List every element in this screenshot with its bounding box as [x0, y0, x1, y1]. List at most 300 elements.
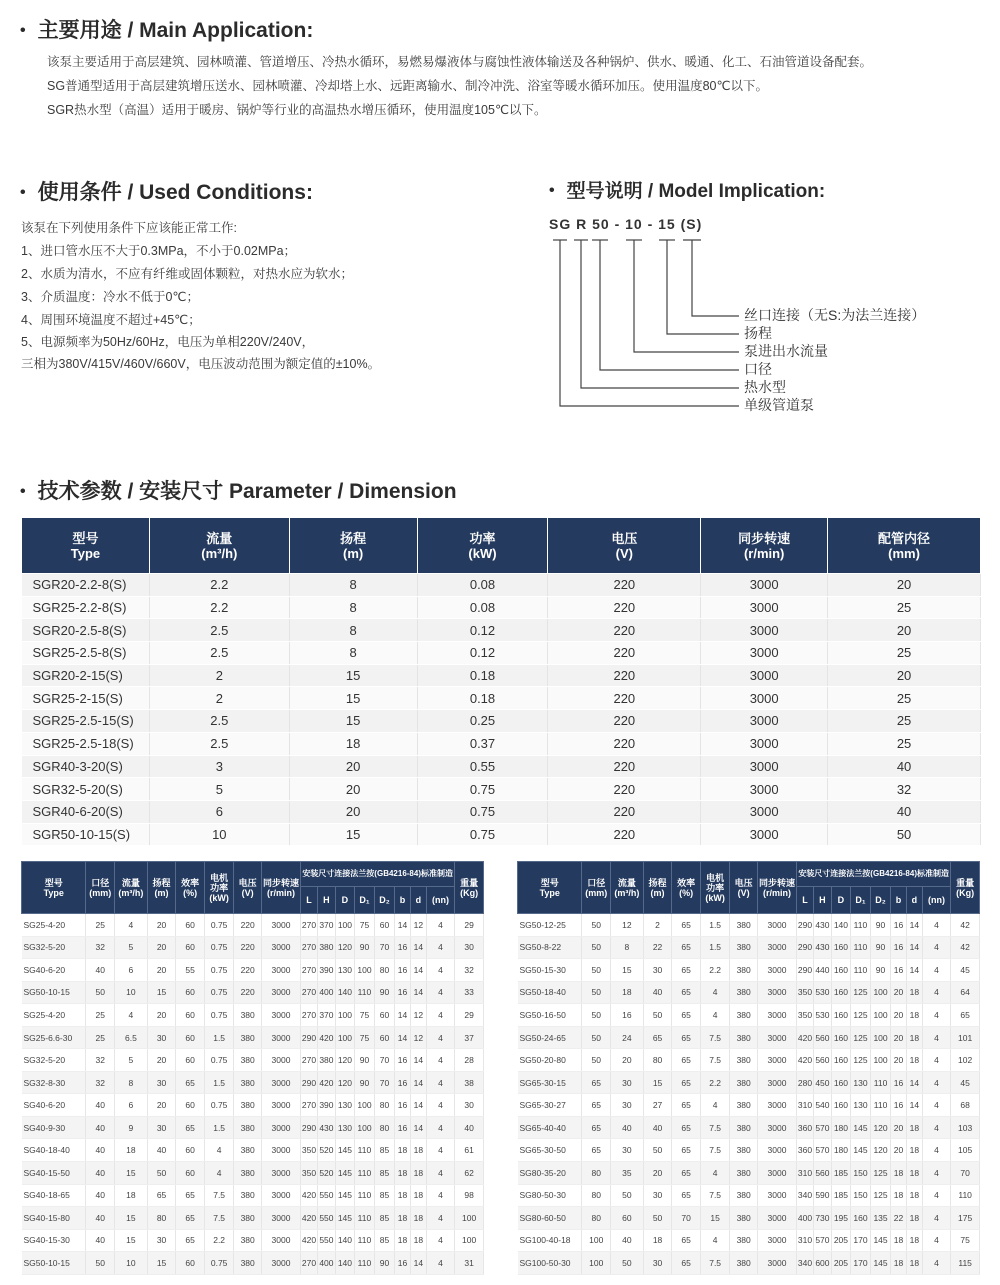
table-cell: 30	[643, 1184, 672, 1207]
table-cell: 65	[147, 1184, 176, 1207]
dimension-table-a	[21, 861, 484, 1275]
table-cell: 4	[700, 1004, 730, 1027]
table-cell: 220	[234, 914, 261, 937]
table-cell: 65	[672, 1116, 701, 1139]
table-cell: 80	[582, 1207, 611, 1230]
table-cell: 15	[289, 664, 417, 687]
table-cell: 35	[611, 1162, 644, 1185]
table-cell: 520	[317, 1162, 335, 1185]
col-head: 扬程 (m)	[147, 862, 176, 914]
table-cell: SG32-5-20	[22, 936, 86, 959]
table-cell: 18	[906, 1229, 922, 1252]
table-cell: 440	[813, 959, 831, 982]
table-cell: 4	[922, 1071, 951, 1094]
table-cell: 4	[426, 914, 455, 937]
table-cell: 4	[700, 981, 730, 1004]
table-cell: 32	[455, 959, 484, 982]
table-cell: 18	[891, 1184, 907, 1207]
table-cell: 40	[86, 1116, 115, 1139]
table-cell: SG25-4-20	[22, 914, 86, 937]
table-row	[518, 1116, 980, 1139]
table-cell: 140	[335, 981, 354, 1004]
table-row	[518, 1026, 980, 1049]
table-cell: 60	[176, 1162, 205, 1185]
table-cell: 3000	[757, 1229, 796, 1252]
table-cell: 110	[354, 1139, 374, 1162]
table-cell: 4	[922, 1116, 951, 1139]
table-cell: 50	[643, 1207, 672, 1230]
table-cell: 55	[176, 959, 205, 982]
table-cell: 80	[582, 1162, 611, 1185]
table-cell: 16	[891, 936, 907, 959]
table-cell: 1.5	[204, 1026, 234, 1049]
table-cell: 50	[643, 1139, 672, 1162]
table-cell: 380	[730, 1094, 757, 1117]
table-cell: 380	[730, 936, 757, 959]
table-cell: 0.75	[204, 1094, 234, 1117]
table-cell: 420	[317, 1071, 335, 1094]
table-cell: 3000	[261, 1071, 300, 1094]
heading-text: 型号说明 / Model Implication:	[566, 181, 826, 202]
table-cell: SG100-50-30	[518, 1252, 582, 1275]
table-cell: 380	[317, 1049, 335, 1072]
table-cell: 15	[289, 710, 417, 733]
table-cell: 450	[813, 1071, 831, 1094]
table-cell: 60	[176, 1026, 205, 1049]
table-cell: 18	[410, 1229, 426, 1252]
table-cell: 40	[643, 1116, 672, 1139]
table-cell: 50	[643, 1004, 672, 1027]
table-cell: 180	[831, 1116, 850, 1139]
model-label-flow: 泵进出水流量	[744, 343, 828, 359]
table-cell: 120	[335, 936, 354, 959]
table-cell: 2.2	[700, 959, 730, 982]
dimension-table-b	[517, 861, 980, 1275]
table-cell: 8	[289, 596, 417, 619]
table-cell: 220	[548, 596, 701, 619]
table-cell: 220	[548, 687, 701, 710]
table-cell: 390	[317, 959, 335, 982]
table-cell: 40	[86, 1229, 115, 1252]
table-cell: 125	[850, 981, 870, 1004]
table-cell: 85	[375, 1162, 395, 1185]
table-cell: 18	[906, 981, 922, 1004]
table-cell: 3000	[261, 1049, 300, 1072]
table-cell: 100	[335, 1004, 354, 1027]
table-cell: 65	[672, 1162, 701, 1185]
col-eff: 效率 (%)	[672, 862, 701, 914]
table-cell: 4	[922, 959, 951, 982]
table-cell: 110	[354, 1229, 374, 1252]
table-cell: 90	[871, 959, 891, 982]
table-cell: 10	[115, 1252, 148, 1275]
table-cell: 3000	[261, 959, 300, 982]
table-cell: 0.75	[204, 1049, 234, 1072]
table-cell: 4	[922, 914, 951, 937]
table-cell: 570	[813, 1229, 831, 1252]
table-cell: 20	[289, 778, 417, 801]
table-cell: SG80-50-30	[518, 1184, 582, 1207]
table-cell: 18	[891, 1229, 907, 1252]
cond-line-2: 2、水质为清水，不应有纤维或固体颗粒，对热水应为软水；	[21, 267, 353, 281]
table-cell: 4	[426, 1049, 455, 1072]
table-cell: 0.75	[417, 823, 548, 846]
table-cell: 140	[335, 1229, 354, 1252]
table-cell: 6.5	[115, 1026, 148, 1049]
table-cell: 60	[176, 1139, 205, 1162]
table-cell: 1.5	[700, 914, 730, 937]
table-cell: 80	[375, 1116, 395, 1139]
table-row	[518, 1139, 980, 1162]
table-cell: 0.75	[204, 936, 234, 959]
table-cell: 4	[700, 1162, 730, 1185]
table-cell: 10	[115, 981, 148, 1004]
col-flow: 流量 (m³/h)	[149, 518, 289, 574]
table-cell: 270	[301, 1252, 318, 1275]
table-cell: 3000	[701, 687, 828, 710]
table-cell: 125	[850, 1026, 870, 1049]
table-cell: 4	[922, 936, 951, 959]
table-cell: 380	[730, 959, 757, 982]
table-cell: 3000	[261, 914, 300, 937]
table-cell: 3000	[757, 981, 796, 1004]
table-cell: 18	[906, 1026, 922, 1049]
table-cell: 220	[548, 574, 701, 597]
col-dim: b	[395, 887, 411, 914]
table-cell: 560	[813, 1049, 831, 1072]
table-cell: 22	[643, 936, 672, 959]
table-cell: 430	[813, 914, 831, 937]
table-cell: 220	[548, 778, 701, 801]
table-cell: 50	[611, 1184, 644, 1207]
col-dim: d	[410, 887, 426, 914]
table-cell: 3000	[261, 1094, 300, 1117]
table-cell: 16	[891, 914, 907, 937]
table-cell: 370	[317, 914, 335, 937]
table-cell: 18	[410, 1184, 426, 1207]
table-cell: 145	[850, 1139, 870, 1162]
table-cell: 90	[871, 914, 891, 937]
table-cell: SG25-6.6-30	[22, 1026, 86, 1049]
table-cell: 60	[176, 936, 205, 959]
table-cell: 14	[410, 936, 426, 959]
table-row	[22, 1026, 484, 1049]
table-cell: 110	[354, 1184, 374, 1207]
table-cell: 145	[335, 1139, 354, 1162]
table-cell: 3000	[757, 1026, 796, 1049]
table-cell: 25	[828, 596, 981, 619]
table-cell: 40	[86, 1162, 115, 1185]
table-cell: 220	[548, 619, 701, 642]
line-hot	[581, 240, 739, 388]
table-cell: 20	[611, 1049, 644, 1072]
cond-line-0: 该泵在下列使用条件下应该能正常工作:	[21, 221, 237, 235]
table-cell: SG25-4-20	[22, 1004, 86, 1027]
table-cell: 42	[951, 936, 980, 959]
table-cell: 270	[301, 1094, 318, 1117]
table-cell: SG65-30-50	[518, 1139, 582, 1162]
table-cell: 530	[813, 1004, 831, 1027]
heading-used-conditions: • 使用条件 / Used Conditions:	[20, 181, 313, 204]
line-head	[667, 240, 739, 334]
cond-line-6: 三相为380V/415V/460V/660V，电压波动范围为额定值的±10%。	[21, 357, 381, 371]
table-cell: 350	[797, 981, 814, 1004]
table-cell: 125	[871, 1162, 891, 1185]
table-cell: 14	[410, 1094, 426, 1117]
table-cell: 90	[354, 936, 374, 959]
table-cell: 2.5	[149, 642, 289, 665]
table-cell: 4	[922, 1094, 951, 1117]
table-cell: SG40-15-30	[22, 1229, 86, 1252]
col-dim: H	[317, 887, 335, 914]
table-cell: 30	[611, 1071, 644, 1094]
table-cell: 4	[700, 1094, 730, 1117]
table-cell: 390	[317, 1094, 335, 1117]
table-cell: 15	[700, 1207, 730, 1230]
table-cell: SG50-10-15	[22, 981, 86, 1004]
table-cell: 18	[906, 1162, 922, 1185]
table-cell: 90	[375, 1252, 395, 1275]
table-cell: 25	[86, 1004, 115, 1027]
heading-text: 使用条件 / Used Conditions:	[37, 181, 313, 204]
table-cell: 310	[797, 1094, 814, 1117]
table-row	[22, 936, 484, 959]
table-cell: SG100-40-18	[518, 1229, 582, 1252]
table-cell: 3000	[701, 778, 828, 801]
table-cell: 31	[455, 1252, 484, 1275]
table-cell: 75	[951, 1229, 980, 1252]
table-cell: 110	[850, 914, 870, 937]
table-cell: 160	[831, 1094, 850, 1117]
table-cell: 550	[317, 1207, 335, 1230]
table-cell: 3000	[701, 710, 828, 733]
table-cell: 20	[289, 755, 417, 778]
table-row	[22, 800, 981, 823]
table-cell: 125	[850, 1004, 870, 1027]
col-dim: d	[906, 887, 922, 914]
col-dim: L	[797, 887, 814, 914]
table-cell: 30	[643, 1252, 672, 1275]
table-cell: 590	[813, 1184, 831, 1207]
table-cell: 20	[147, 1049, 176, 1072]
table-cell: 570	[813, 1139, 831, 1162]
table-cell: 380	[730, 1026, 757, 1049]
table-row	[22, 710, 981, 733]
table-cell: 18	[906, 1252, 922, 1275]
table-cell: 420	[797, 1049, 814, 1072]
table-cell: 1.5	[700, 936, 730, 959]
table-cell: 14	[906, 1094, 922, 1117]
table-cell: 20	[147, 914, 176, 937]
table-cell: 270	[301, 914, 318, 937]
table-cell: 270	[301, 981, 318, 1004]
table-cell: 75	[354, 1004, 374, 1027]
table-cell: 350	[301, 1139, 318, 1162]
table-cell: 530	[813, 981, 831, 1004]
table-cell: 50	[611, 1252, 644, 1275]
table-cell: 3000	[701, 800, 828, 823]
table-cell: 50	[828, 823, 981, 846]
table-cell: 115	[951, 1252, 980, 1275]
table-cell: 550	[317, 1184, 335, 1207]
table-cell: 7.5	[700, 1252, 730, 1275]
table-cell: 32	[86, 936, 115, 959]
table-cell: 4	[426, 981, 455, 1004]
heading-main-application: • 主要用途 / Main Application:	[20, 19, 314, 42]
table-cell: SG40-18-40	[22, 1139, 86, 1162]
table-cell: 40	[147, 1139, 176, 1162]
table-cell: 290	[301, 1026, 318, 1049]
table-cell: 30	[147, 1116, 176, 1139]
table-cell: 40	[828, 755, 981, 778]
table-cell: 60	[375, 914, 395, 937]
heading-model-implication: • 型号说明 / Model Implication:	[549, 181, 826, 202]
table-cell: 185	[831, 1184, 850, 1207]
table-cell: 60	[176, 981, 205, 1004]
table-cell: SGR25-2-15(S)	[22, 687, 150, 710]
table-cell: 80	[147, 1207, 176, 1230]
table-cell: 3000	[757, 914, 796, 937]
table-cell: 160	[831, 1071, 850, 1094]
table-cell: 70	[375, 1071, 395, 1094]
table-cell: 7.5	[700, 1116, 730, 1139]
table-cell: 4	[426, 1004, 455, 1027]
table-cell: 40	[86, 1139, 115, 1162]
table-cell: 3000	[701, 664, 828, 687]
table-cell: 4	[700, 1229, 730, 1252]
table-cell: 65	[672, 1004, 701, 1027]
table-cell: 310	[797, 1229, 814, 1252]
table-cell: SG40-9-30	[22, 1116, 86, 1139]
table-row	[22, 755, 981, 778]
table-cell: 12	[611, 914, 644, 937]
line-flow	[634, 240, 739, 352]
table-cell: 0.18	[417, 664, 548, 687]
table-cell: SG50-16-50	[518, 1004, 582, 1027]
table-cell: 20	[289, 800, 417, 823]
table-cell: 7.5	[204, 1207, 234, 1230]
table-cell: 110	[871, 1071, 891, 1094]
table-cell: 2.2	[204, 1229, 234, 1252]
table-cell: 20	[828, 664, 981, 687]
table-cell: 8	[115, 1071, 148, 1094]
table-cell: 4	[426, 1094, 455, 1117]
table-cell: 145	[335, 1184, 354, 1207]
table-cell: 30	[611, 1094, 644, 1117]
table-cell: 15	[289, 687, 417, 710]
table-cell: 175	[951, 1207, 980, 1230]
table-cell: 14	[906, 959, 922, 982]
table-cell: 2	[149, 687, 289, 710]
table-cell: 4	[426, 959, 455, 982]
table-cell: 85	[375, 1229, 395, 1252]
table-cell: SGR40-6-20(S)	[22, 800, 150, 823]
table-cell: 220	[548, 800, 701, 823]
table-row	[22, 981, 484, 1004]
table-cell: 9	[115, 1116, 148, 1139]
table-cell: 50	[147, 1162, 176, 1185]
table-cell: 130	[335, 1094, 354, 1117]
table-cell: SGR20-2-15(S)	[22, 664, 150, 687]
table-cell: 100	[455, 1229, 484, 1252]
table-cell: 18	[115, 1184, 148, 1207]
table-cell: 4	[115, 1004, 148, 1027]
table-cell: 3000	[701, 642, 828, 665]
table-cell: 22	[891, 1207, 907, 1230]
table-cell: 37	[455, 1026, 484, 1049]
table-cell: 2.2	[700, 1071, 730, 1094]
table-cell: SGR25-2.5-8(S)	[22, 642, 150, 665]
table-cell: 3000	[261, 1139, 300, 1162]
table-cell: 65	[672, 959, 701, 982]
table-cell: 4	[426, 1116, 455, 1139]
dim-header-row	[518, 862, 980, 887]
table-cell: 18	[906, 1184, 922, 1207]
table-cell: 380	[730, 981, 757, 1004]
table-cell: SG40-15-80	[22, 1207, 86, 1230]
table-cell: 4	[922, 1004, 951, 1027]
col-dim: D₁	[354, 887, 374, 914]
table-cell: 3000	[757, 1252, 796, 1275]
table-cell: 65	[582, 1071, 611, 1094]
table-cell: 80	[375, 959, 395, 982]
table-cell: 4	[922, 1049, 951, 1072]
table-cell: SGR20-2.5-8(S)	[22, 619, 150, 642]
table-cell: 18	[906, 1139, 922, 1162]
table-cell: 205	[831, 1252, 850, 1275]
table-cell: 380	[730, 1207, 757, 1230]
table-cell: 3000	[757, 1049, 796, 1072]
table-cell: 2.5	[149, 732, 289, 755]
table-cell: 0.08	[417, 596, 548, 619]
model-label-bore: 口径	[744, 361, 772, 377]
table-cell: 6	[115, 1094, 148, 1117]
table-cell: 570	[813, 1116, 831, 1139]
table-cell: SG40-6-20	[22, 959, 86, 982]
table-cell: 100	[455, 1207, 484, 1230]
table-cell: 380	[234, 1162, 261, 1185]
table-cell: 50	[582, 914, 611, 937]
col-power: 电机 功率 (kW)	[204, 862, 234, 914]
table-cell: 25	[86, 914, 115, 937]
table-cell: 7.5	[700, 1139, 730, 1162]
table-cell: 100	[582, 1252, 611, 1275]
table-cell: 20	[147, 1004, 176, 1027]
col-dim: b	[891, 887, 907, 914]
table-cell: 4	[426, 1026, 455, 1049]
table-cell: 101	[951, 1026, 980, 1049]
table-cell: 27	[643, 1094, 672, 1117]
table-cell: 60	[375, 1026, 395, 1049]
table-cell: 520	[317, 1139, 335, 1162]
model-code: SG R 50 - 10 - 15 (S)	[549, 216, 703, 232]
table-cell: 420	[301, 1229, 318, 1252]
table-cell: 220	[548, 664, 701, 687]
table-cell: 6	[115, 959, 148, 982]
table-cell: 150	[850, 1162, 870, 1185]
table-cell: 145	[871, 1229, 891, 1252]
table-cell: 18	[410, 1139, 426, 1162]
table-cell: 0.75	[417, 778, 548, 801]
col-head: 扬程 (m)	[643, 862, 672, 914]
table-cell: 3000	[261, 1207, 300, 1230]
table-cell: 730	[813, 1207, 831, 1230]
table-cell: 380	[234, 1026, 261, 1049]
table-cell: 220	[548, 642, 701, 665]
table-cell: 62	[455, 1162, 484, 1185]
table-row	[22, 664, 981, 687]
table-cell: 110	[354, 1207, 374, 1230]
